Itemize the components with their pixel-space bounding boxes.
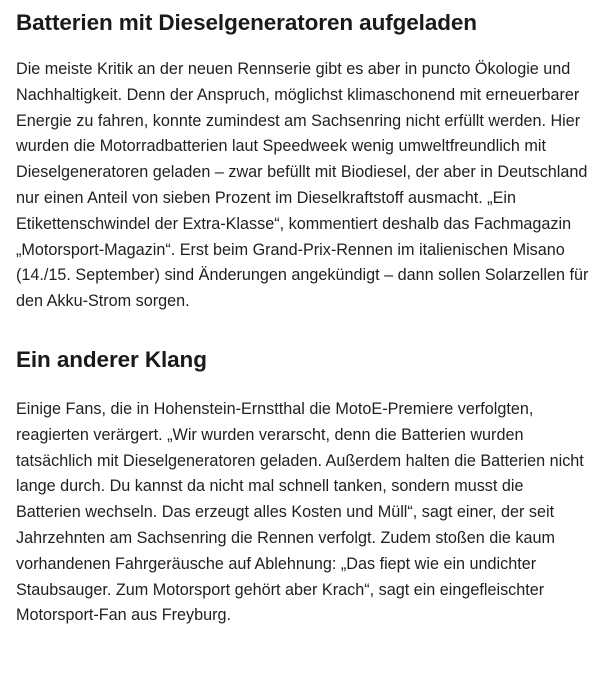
section-paragraph: Einige Fans, die in Hohenstein-Ernstthal die MotoE-Premiere verfolgten, reagierten verärgert. „Wir wurden verarscht, denn die Batterien wurden tatsächlich mit Dieselgeneratoren geladen. Außerdem halten die Batterien nicht lange durch. Du kannst da nicht mal schnell tanken, sondern musst die Batterien wechseln. Das erzeugt alles Kosten und Müll“, sagt einer, der seit Jahrzehnten am Sachsenring die Rennen verfolgt. Zudem stoßen die kaum vorhandenen Fahrgeräusche auf Ablehnung: „Das fiept wie ein undichter Staubsauger. Zum Motorsport gehört aber Krach“, sagt ein eingefleischter Motorsport-Fan aus Freyburg. [16, 399, 584, 625]
section-batteries [16, 0, 591, 315]
section-heading: Batterien mit Dieselgeneratoren aufgeladen [16, 10, 477, 35]
section-paragraph: Die meiste Kritik an der neuen Rennserie gibt es aber in puncto Ökologie und Nachhaltigkeit. Denn der Anspruch, möglichst klimaschonend mit erneuerbarer Energie zu fahren, konnte zumindest am Sachsenring nicht erfüllt werden. Hier wurden die Motorradbatterien laut Speedweek wenig umweltfreundlich mit Dieselgeneratoren geladen – zwar befüllt mit Biodiesel, der aber in Deutschland nur einen Anteil von sieben Prozent im Dieselkraftstoff ausmacht. „Ein Etikettenschwindel der Extra-Klasse“, kommentiert deshalb das Fachmagazin „Motorsport-Magazin“. Erst beim Grand-Prix-Rennen im italienischen Misano (14./15. September) sind Änderungen angekündigt – dann sollen Solarzellen für den Akku-Strom sorgen. [16, 60, 589, 311]
section-sound [16, 345, 591, 629]
section-heading: Ein anderer Klang [16, 346, 207, 372]
